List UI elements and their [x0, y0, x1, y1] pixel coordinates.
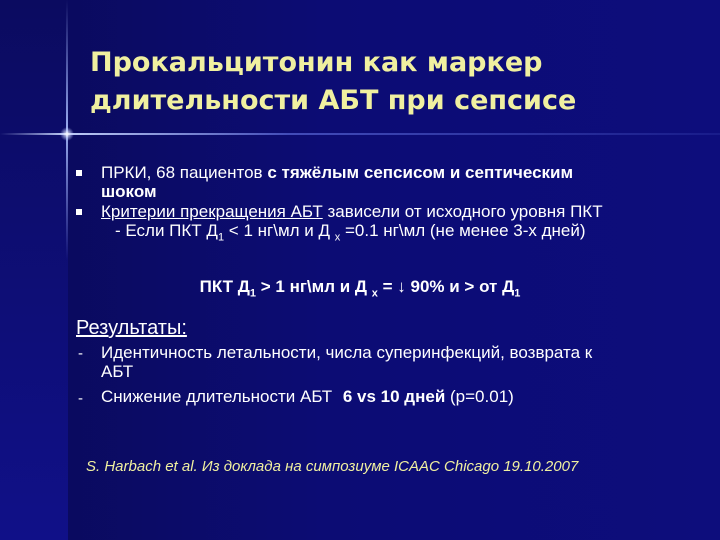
bullet-square-icon	[76, 170, 82, 176]
bullet-1	[101, 163, 701, 201]
bullet-2-sub-prefix: - Если ПКТ	[115, 221, 202, 240]
bullet-2-sub-d: Д	[206, 221, 218, 240]
bullet-2-rest: зависели от исходного уровня ПКТ	[327, 202, 603, 221]
bullet-2-underlined: Критерии прекращения АБТ	[101, 202, 323, 221]
bullet-1-bold-cont: шоком	[101, 182, 157, 201]
results-item-1-line-1: Идентичность летальности, числа суперинфекций, возврата к	[101, 343, 593, 362]
results-dash: -	[78, 390, 83, 407]
formula-sub-1: 1	[249, 287, 257, 300]
decorative-horizontal-line	[0, 133, 720, 135]
title-line-1: Прокальцитонин как маркер	[90, 47, 543, 78]
slide-title	[90, 44, 690, 120]
formula-part-2: > 1 нг\мл и Д	[260, 277, 368, 296]
bullet-2-sub-mid: < 1 нг\мл и Д	[228, 221, 330, 240]
title-line-2: длительности АБТ при сепсисе	[90, 85, 577, 116]
results-item-1-line-2: АБТ	[101, 362, 134, 381]
formula-sub-3: 1	[514, 287, 521, 300]
results-item-2-bold: 6 vs 10 дней	[342, 387, 446, 406]
bullet-2-sub-x-idx: x	[334, 231, 341, 244]
bullet-2-sub-d-idx: 1	[217, 231, 225, 244]
results-dash: -	[78, 345, 83, 362]
citation: S. Harbach et al. Из доклада на симпозиуме ICAAC Chicago 19.10.2007	[86, 458, 579, 475]
bullet-square-icon	[76, 209, 82, 215]
results-item-2-tail: (p=0.01)	[450, 387, 514, 406]
criteria-formula	[0, 276, 720, 304]
left-panel-decoration	[0, 0, 68, 540]
bullet-2-sub-tail: =0.1 нг\мл (не менее 3-х дней)	[344, 221, 586, 240]
bullet-2	[101, 202, 711, 247]
formula-part-3: = ↓ 90% и > от Д	[382, 277, 515, 296]
bullet-1-text: ПРКИ, 68 пациентов	[101, 163, 263, 182]
formula-sub-2: x	[371, 287, 378, 300]
results-item-1	[101, 343, 701, 381]
bullet-1-bold: с тяжёлым сепсисом и септическим	[267, 163, 574, 182]
formula-part-1: ПКТ Д	[199, 277, 250, 296]
decorative-spark-icon	[60, 127, 74, 141]
results-item-2	[101, 387, 701, 406]
results-heading: Результаты:	[76, 317, 187, 339]
results-item-2-text: Снижение длительности АБТ	[101, 387, 333, 406]
